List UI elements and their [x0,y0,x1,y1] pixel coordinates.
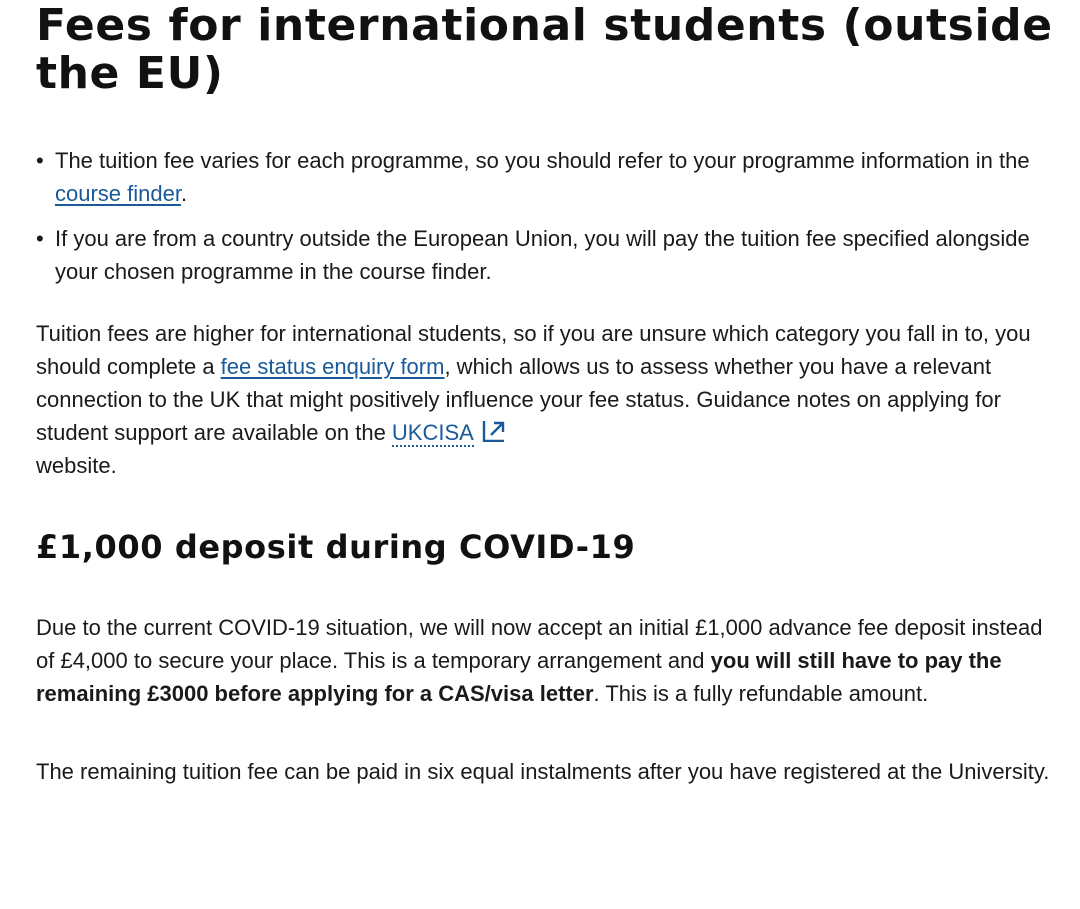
paragraph-text: , which allows us to assess whether you have a relevant connection to the UK that might positively influence your fee status. Guidance notes on applying for student support are available on the [36,354,1001,445]
paragraph-text-end: website. [36,453,117,478]
deposit-paragraph [36,611,1056,710]
fee-bullet-list [36,144,1056,288]
instalments-paragraph: The remaining tuition fee can be paid in six equal instalments after you have registered at the University. [36,759,1050,784]
bullet-text-end: . [180,181,188,206]
page-title: Fees for international students (outside the EU) [36,0,1053,99]
fee-status-paragraph [36,317,1056,482]
list-item [36,222,1056,288]
ukcisa-link[interactable]: UKCISA [391,420,474,445]
fee-status-enquiry-form-link[interactable]: fee status enquiry form [220,354,445,379]
course-finder-link[interactable]: course finder [55,181,181,206]
bullet-text: The tuition fee varies for each programme, so you should refer to your programme information in the [55,148,1030,173]
paragraph-text: Due to the current COVID-19 situation, we will now accept an initial £1,000 advance fee deposit instead of £4,000 to secure your place. This is a temporary arrangement and [36,615,1043,673]
bullet-text: If you are from a country outside the European Union, you will pay the tuition fee specified alongside your chosen programme in the course finder. [55,226,1030,284]
paragraph-bold-text: you will still have to pay the remaining £3000 before applying for a CAS/visa letter [36,648,1002,706]
paragraph-text-end: . This is a fully refundable amount. [593,681,929,706]
list-item [36,144,1056,210]
paragraph-text: Tuition fees are higher for international students, so if you are unsure which category you fall in to, you should complete a [36,321,1031,379]
external-link-icon[interactable] [482,420,506,442]
section-heading-deposit: £1,000 deposit during COVID-19 [36,528,636,566]
